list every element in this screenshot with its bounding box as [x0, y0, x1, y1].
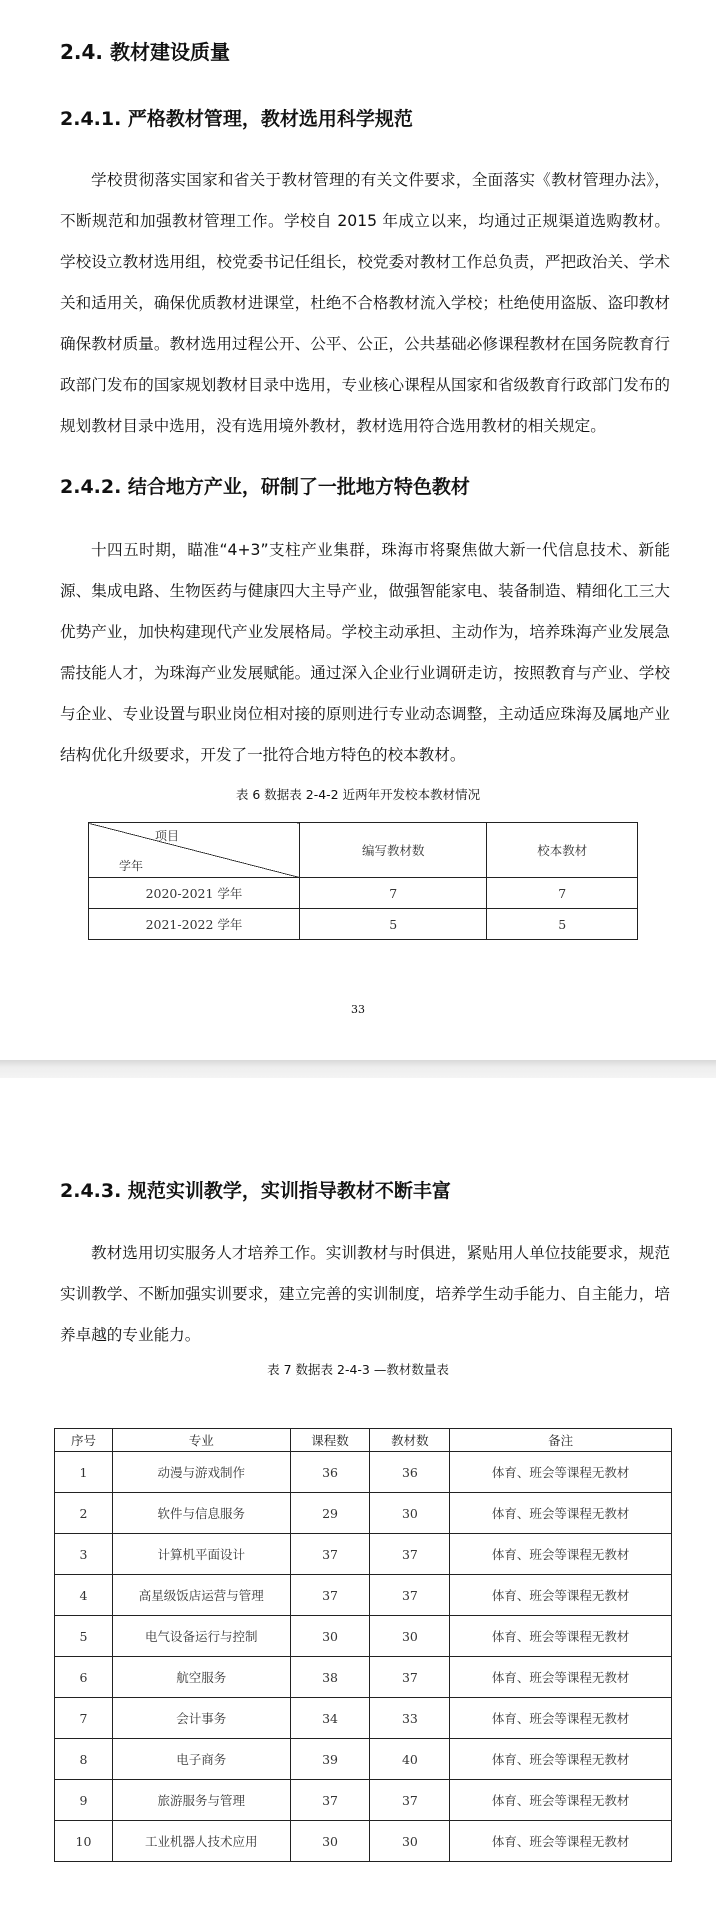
table-7 [54, 1428, 672, 1862]
cell-notes: 体育、班会等课程无教材 [450, 1452, 672, 1493]
table-6 [88, 822, 638, 940]
cell-notes: 体育、班会等课程无教材 [450, 1739, 672, 1780]
cell-courses: 37 [290, 1780, 370, 1821]
table-header-row [55, 1429, 672, 1452]
section-heading-2-4-3: 2.4.3. 规范实训教学，实训指导教材不断丰富 [60, 1180, 451, 1202]
cell-notes: 体育、班会等课程无教材 [450, 1575, 672, 1616]
cell-school: 7 [487, 878, 638, 909]
cell-index: 6 [55, 1657, 113, 1698]
cell-written: 5 [300, 909, 487, 940]
cell-textbooks: 36 [370, 1452, 450, 1493]
cell-written: 7 [300, 878, 487, 909]
cell-major: 会计事务 [112, 1698, 290, 1739]
cell-year: 2021-2022 学年 [89, 909, 300, 940]
cell-notes: 体育、班会等课程无教材 [450, 1780, 672, 1821]
cell-major: 航空服务 [112, 1657, 290, 1698]
cell-textbooks: 37 [370, 1657, 450, 1698]
cell-courses: 30 [290, 1616, 370, 1657]
cell-textbooks: 37 [370, 1780, 450, 1821]
cell-textbooks: 40 [370, 1739, 450, 1780]
cell-notes: 体育、班会等课程无教材 [450, 1821, 672, 1862]
diagonal-header-cell [89, 823, 300, 878]
cell-notes: 体育、班会等课程无教材 [450, 1616, 672, 1657]
cell-textbooks: 30 [370, 1493, 450, 1534]
paragraph-2-4-1: 学校贯彻落实国家和省关于教材管理的有关文件要求，全面落实《教材管理办法》，不断规范和加强教材管理工作。学校自 2015 年成立以来，均通过正规渠道选购教材。学校设立教材选用组，校党委书记任组长，校党委对教材工作总负责，严把政治关、学术关和适用关，确保优质教材进课堂，杜绝不合格教材流入学校；杜绝使用盗版、盗印教材确保教材质量。教材选用过程公开、公平、公正，公共基础必修课程教材在国务院教育行政部门发布的国家规划教材目录中选用，专业核心课程从国家和省级教育行政部门发布的规划教材目录中选用，没有选用境外教材，教材选用符合选用教材的相关规定。 [60, 171, 670, 435]
paragraph-2-4-2: 十四五时期，瞄准“4+3”支柱产业集群，珠海市将聚焦做大新一代信息技术、新能源、集成电路、生物医药与健康四大主导产业，做强智能家电、装备制造、精细化工三大优势产业，加快构建现代产业发展格局。学校主动承担、主动作为，培养珠海产业发展急需技能人才，为珠海产业发展赋能。通过深入企业行业调研走访，按照教育与产业、学校与企业、专业设置与职业岗位相对接的原则进行专业动态调整，主动适应珠海及属地产业结构优化升级要求，开发了一批符合地方特色的校本教材。 [60, 541, 670, 764]
cell-notes: 体育、班会等课程无教材 [450, 1534, 672, 1575]
cell-index: 7 [55, 1698, 113, 1739]
corner-label-item: 项目 [154, 829, 179, 843]
table-7-body [55, 1452, 672, 1862]
cell-major: 软件与信息服务 [112, 1493, 290, 1534]
cell-courses: 37 [290, 1534, 370, 1575]
table-row [55, 1739, 672, 1780]
cell-textbooks: 30 [370, 1821, 450, 1862]
page-separator [0, 1060, 716, 1078]
section-heading-2-4-2: 2.4.2. 结合地方产业，研制了一批地方特色教材 [60, 476, 470, 498]
cell-index: 8 [55, 1739, 113, 1780]
cell-year: 2020-2021 学年 [89, 878, 300, 909]
cell-major: 电气设备运行与控制 [112, 1616, 290, 1657]
col-header-courses: 课程数 [290, 1429, 370, 1452]
cell-courses: 38 [290, 1657, 370, 1698]
table-row [55, 1698, 672, 1739]
cell-index: 10 [55, 1821, 113, 1862]
col-header-school: 校本教材 [487, 823, 638, 878]
table-row [89, 909, 638, 940]
col-header-major: 专业 [112, 1429, 290, 1452]
cell-index: 2 [55, 1493, 113, 1534]
table-row [55, 1534, 672, 1575]
col-header-written: 编写教材数 [300, 823, 487, 878]
cell-courses: 30 [290, 1821, 370, 1862]
cell-courses: 34 [290, 1698, 370, 1739]
cell-textbooks: 33 [370, 1698, 450, 1739]
cell-index: 4 [55, 1575, 113, 1616]
cell-courses: 37 [290, 1575, 370, 1616]
cell-major: 电子商务 [112, 1739, 290, 1780]
cell-major: 工业机器人技术应用 [112, 1821, 290, 1862]
table-header-row [89, 823, 638, 878]
cell-index: 3 [55, 1534, 113, 1575]
cell-school: 5 [487, 909, 638, 940]
cell-notes: 体育、班会等课程无教材 [450, 1657, 672, 1698]
col-header-textbooks: 教材数 [370, 1429, 450, 1452]
table-7-caption: 表 7 数据表 2-4-3 —教材数量表 [267, 1362, 449, 1377]
cell-major: 旅游服务与管理 [112, 1780, 290, 1821]
section-heading-2-4-1: 2.4.1. 严格教材管理，教材选用科学规范 [60, 108, 413, 130]
cell-index: 5 [55, 1616, 113, 1657]
table-row [55, 1616, 672, 1657]
table-row [55, 1452, 672, 1493]
cell-major: 动漫与游戏制作 [112, 1452, 290, 1493]
cell-index: 9 [55, 1780, 113, 1821]
cell-textbooks: 37 [370, 1575, 450, 1616]
cell-index: 1 [55, 1452, 113, 1493]
table-6-caption: 表 6 数据表 2-4-2 近两年开发校本教材情况 [235, 787, 481, 802]
table-row [55, 1493, 672, 1534]
cell-notes: 体育、班会等课程无教材 [450, 1698, 672, 1739]
section-heading-2-4: 2.4. 教材建设质量 [60, 40, 230, 64]
table-row [89, 878, 638, 909]
page-number: 33 [351, 1003, 365, 1016]
cell-textbooks: 30 [370, 1616, 450, 1657]
table-row [55, 1780, 672, 1821]
paragraph-2-4-3: 教材选用切实服务人才培养工作。实训教材与时俱进，紧贴用人单位技能要求，规范实训教学、不断加强实训要求，建立完善的实训制度，培养学生动手能力、自主能力，培养卓越的专业能力。 [60, 1244, 670, 1344]
cell-courses: 29 [290, 1493, 370, 1534]
cell-courses: 36 [290, 1452, 370, 1493]
table-row [55, 1575, 672, 1616]
cell-notes: 体育、班会等课程无教材 [450, 1493, 672, 1534]
cell-textbooks: 37 [370, 1534, 450, 1575]
corner-label-year: 学年 [119, 859, 144, 873]
cell-courses: 39 [290, 1739, 370, 1780]
table-row [55, 1821, 672, 1862]
col-header-index: 序号 [55, 1429, 113, 1452]
col-header-notes: 备注 [450, 1429, 672, 1452]
cell-major: 高星级饭店运营与管理 [112, 1575, 290, 1616]
cell-major: 计算机平面设计 [112, 1534, 290, 1575]
table-row [55, 1657, 672, 1698]
